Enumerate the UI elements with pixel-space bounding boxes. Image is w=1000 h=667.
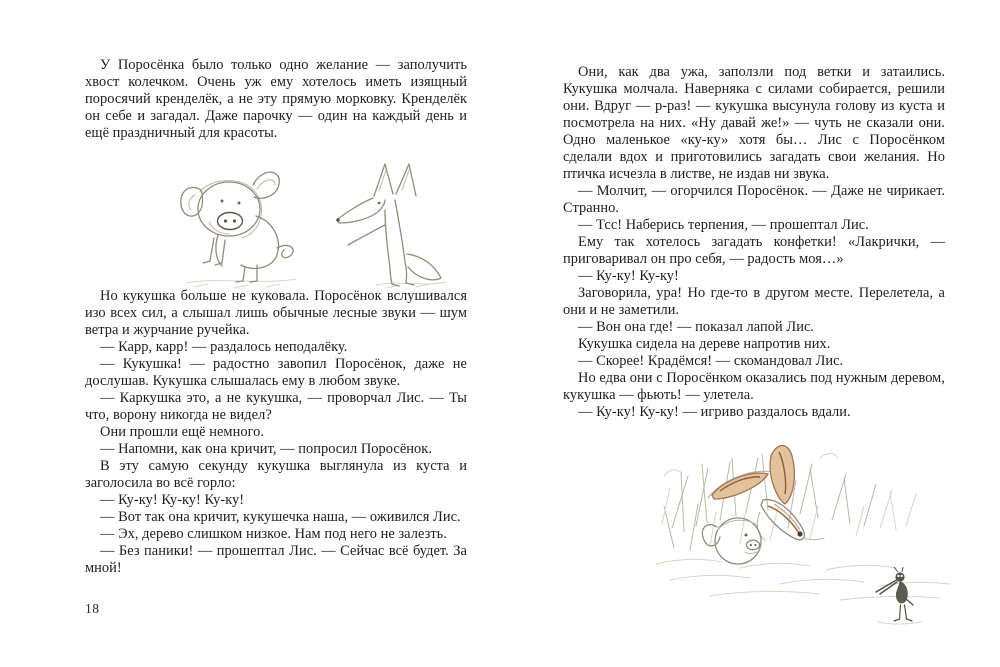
paragraph: — Эх, дерево слишком низкое. Нам под него не залезть. xyxy=(100,526,447,542)
hare-piglet-bird-illustration xyxy=(650,428,980,633)
paragraph: — Тсс! Наберись терпения, — прошептал Лис. xyxy=(578,217,869,233)
left-text-block-2 xyxy=(85,288,467,577)
page-number: 18 xyxy=(85,601,100,616)
grass-sketch xyxy=(656,454,950,601)
paragraph: Но кукушка больше не куковала. Поросёнок вслушивался изо всех сил, а слышал лишь обычные лесные звуки — шум ветра и журчание ручейка. xyxy=(85,288,467,338)
paragraph: У Поросёнка было только одно желание — заполучить хвост колечком. Очень уж ему хотелось иметь изящный поросячий кренделёк, а не эту прямую морковку. Кренделёк он себе и загадал. Даже парочку — один на каждый день и ещё праздничный для красоты. xyxy=(85,57,467,141)
fox-sketch xyxy=(336,164,441,286)
right-text-block xyxy=(563,64,945,421)
paragraph: — Ку-ку! Ку-ку! xyxy=(578,268,679,284)
paragraph: Они, как два ужа, заползли под ветки и затаились. Кукушка молчала. Наверняка с силами собирается, решили они. Вдруг — р-раз! — кукушка высунула голову из куста и посмотрела на них. «Ну давай же!» — чуть не сказали они. Одно маленькое «ку-ку» хотя бы… Лис с Поросёнком сделали вдох и приготовились загадать свои желания. Но птичка исчезла в листве, не издав ни звука. xyxy=(563,64,945,182)
paragraph: Но едва они с Поросёнком оказались под нужным деревом, кукушка — фьють! — улетела. xyxy=(563,370,945,403)
pig-and-fox-illustration xyxy=(148,156,453,291)
paragraph: Ему так хотелось загадать конфетки! «Лакрички, — приговаривал он про себя, — радость моя…» xyxy=(563,234,945,267)
paragraph: — Ку-ку! Ку-ку! Ку-ку! xyxy=(100,492,245,508)
bird-sketch xyxy=(876,567,922,624)
paragraph: — Вон она где! — показал лапой Лис. xyxy=(578,319,815,335)
paragraph: — Вот так она кричит, кукушечка наша, — оживился Лис. xyxy=(100,509,461,525)
left-text-block-1 xyxy=(85,57,467,142)
paragraph: — Без паники! — прошептал Лис. — Сейчас всё будет. За мной! xyxy=(85,543,467,576)
paragraph: — Ку-ку! Ку-ку! — игриво раздалось вдали. xyxy=(578,404,851,420)
paragraph: Они прошли ещё немного. xyxy=(100,424,265,440)
paragraph: — Каркушка это, а не кукушка, — проворчал Лис. — Ты что, ворону никогда не видел? xyxy=(85,390,467,423)
paragraph: Кукушка сидела на дереве напротив них. xyxy=(578,336,831,352)
paragraph: — Напомни, как она кричит, — попросил Поросёнок. xyxy=(100,441,432,457)
paragraph: Заговорила, ура! Но где-то в другом месте. Перелетела, а они и не заметили. xyxy=(563,285,945,318)
paragraph: — Карр, карр! — раздалось неподалёку. xyxy=(100,339,348,355)
paragraph: В эту самую секунду кукушка выглянула из куста и заголосила во всё горло: xyxy=(85,458,467,491)
paragraph: — Молчит, — огорчился Поросёнок. — Даже не чирикает. Странно. xyxy=(563,183,945,216)
paragraph: — Кукушка! — радостно завопил Поросёнок, даже не дослушав. Кукушка слышалась ему в любом звуке. xyxy=(85,356,467,389)
paragraph: — Скорее! Крадёмся! — скомандовал Лис. xyxy=(578,353,844,369)
pig-sketch xyxy=(181,172,293,282)
